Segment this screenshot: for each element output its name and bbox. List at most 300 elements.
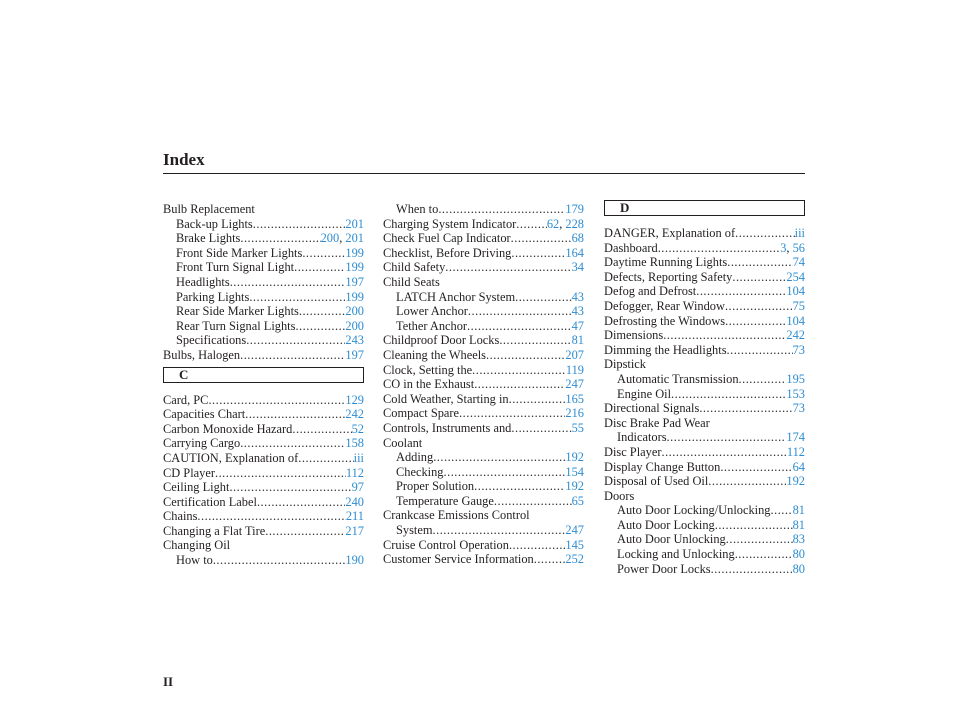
page-link[interactable]: 200 [345, 304, 364, 319]
page-link[interactable]: 217 [345, 523, 364, 538]
page-link[interactable]: 243 [345, 333, 364, 348]
index-entry [163, 524, 364, 539]
page-link[interactable]: 179 [565, 202, 584, 216]
index-entry [604, 547, 805, 562]
index-entry [604, 328, 805, 343]
dot-leader [720, 460, 792, 475]
page-link[interactable]: 34 [571, 260, 584, 275]
index-entry [163, 393, 364, 408]
page-title: Index [163, 150, 205, 169]
dot-leader [725, 299, 793, 314]
entry-term: Auto Door Locking [617, 517, 715, 532]
dot-leader [732, 270, 786, 285]
page-refs [786, 430, 805, 445]
page-refs [566, 363, 584, 378]
dot-leader [294, 260, 345, 275]
index-entry [163, 231, 364, 246]
dot-leader [240, 436, 345, 451]
index-entry [383, 523, 584, 538]
entry-term: Back-up Lights [176, 216, 253, 231]
index-entry [604, 430, 805, 445]
page-link[interactable]: iii [794, 226, 805, 240]
index-entry [604, 562, 805, 577]
dot-leader [715, 518, 793, 533]
index-entry [383, 348, 584, 363]
page-refs [345, 348, 364, 363]
dot-leader [249, 290, 345, 305]
entry-term: Specifications [176, 333, 247, 348]
index-entry [604, 401, 805, 416]
entry-term: Daytime Running Lights [604, 255, 728, 270]
page-link[interactable]: 252 [565, 552, 584, 567]
page-refs [793, 401, 805, 416]
page-link[interactable]: 81 [792, 517, 805, 532]
page-link[interactable]: 56 [792, 240, 805, 255]
index-entry [383, 333, 584, 348]
index-column-2 [383, 202, 584, 567]
page-refs [786, 387, 805, 402]
page-refs [565, 479, 584, 494]
entry-term: Power Door Locks [617, 561, 711, 576]
entry-term: Front Turn Signal Light [176, 260, 295, 275]
page-refs [565, 246, 584, 261]
page-refs [572, 290, 584, 305]
page-refs [345, 407, 364, 422]
page-link[interactable]: 73 [792, 342, 805, 357]
page-link[interactable]: 80 [792, 561, 805, 576]
page-link[interactable]: 192 [786, 474, 805, 489]
index-entry [604, 299, 805, 314]
dot-leader [474, 479, 565, 494]
dot-leader [671, 387, 786, 402]
index-entry [163, 304, 364, 319]
page-link[interactable]: 43 [571, 289, 584, 304]
index-entry [604, 241, 805, 256]
entry-term: Bulbs, Halogen [163, 347, 241, 362]
page-refs [786, 270, 805, 285]
entry-term: Certification Label [163, 494, 257, 509]
entry-term: Defog and Defrost [604, 284, 697, 299]
page-link[interactable]: 165 [565, 391, 584, 406]
index-entry [383, 260, 584, 275]
entry-term: Chains [163, 509, 198, 524]
page-link[interactable]: 55 [571, 420, 584, 435]
dot-leader [486, 348, 565, 363]
index-entry [604, 372, 805, 387]
index-entry [383, 363, 584, 378]
page-refs: 3, 56 [780, 240, 805, 255]
page-link[interactable]: 47 [571, 318, 584, 333]
entry-term: Rear Turn Signal Lights [176, 318, 296, 333]
page-refs [345, 524, 364, 539]
dot-leader [699, 401, 792, 416]
page-link[interactable]: 190 [345, 553, 364, 568]
page-link[interactable]: 211 [345, 509, 364, 524]
page-refs [572, 260, 584, 275]
page-refs [345, 290, 364, 305]
page-refs [572, 231, 584, 246]
page-link[interactable]: 200 [320, 231, 340, 246]
entry-term: DANGER, Explanation of [604, 226, 736, 240]
dot-leader [459, 406, 565, 421]
index-heading: Child Seats [383, 274, 440, 289]
entry-term: Lower Anchor [396, 304, 468, 319]
page-link[interactable]: 207 [565, 347, 584, 362]
entry-term: Engine Oil [617, 386, 672, 401]
dot-leader [534, 552, 566, 567]
page-refs [793, 343, 805, 358]
page-link[interactable]: 64 [792, 459, 805, 474]
page-refs [787, 445, 805, 460]
entry-term: Auto Door Locking/Unlocking [617, 503, 771, 518]
page-refs [786, 474, 805, 489]
dot-leader [229, 480, 351, 495]
index-entry [163, 275, 364, 290]
dot-leader [295, 319, 345, 334]
entry-term: Disc Player [604, 444, 662, 459]
page-link[interactable]: iii [353, 450, 364, 465]
entry-term: Card, PC [163, 392, 209, 407]
dot-leader [511, 231, 572, 246]
page-refs [572, 421, 584, 436]
index-entry [604, 255, 805, 270]
entry-term: Clock, Setting the [383, 362, 473, 377]
page-link[interactable]: 129 [345, 392, 364, 407]
index-heading: Changing Oil [163, 538, 231, 553]
page-link[interactable]: 68 [571, 231, 584, 246]
dot-leader [213, 553, 346, 568]
dot-leader [739, 372, 787, 387]
dot-leader [661, 445, 786, 460]
page-link[interactable]: 112 [786, 444, 805, 459]
entry-term: CD Player [163, 465, 215, 480]
dot-leader [240, 231, 320, 246]
index-entry [383, 290, 584, 305]
dot-leader [299, 304, 346, 319]
dot-leader [467, 319, 572, 334]
index-entry [383, 421, 584, 436]
index-entry [383, 538, 584, 553]
page-link[interactable]: 199 [345, 289, 364, 304]
dot-leader [511, 421, 571, 436]
page-link[interactable]: 81 [792, 503, 805, 518]
dot-leader [468, 304, 572, 319]
entry-term: Dimming the Headlights [604, 342, 727, 357]
page-refs [565, 538, 584, 553]
page-link[interactable]: 199 [345, 260, 364, 275]
page-refs: 62, 228 [546, 216, 584, 231]
entry-term: Headlights [176, 274, 230, 289]
index-entry [163, 319, 364, 334]
entry-term: Rear Side Marker Lights [176, 304, 299, 319]
page-link[interactable]: 164 [565, 245, 584, 260]
entry-term: Front Side Marker Lights [176, 245, 303, 260]
dot-leader [444, 465, 566, 480]
page-refs [793, 255, 805, 270]
dot-leader [509, 538, 565, 553]
dot-leader [494, 494, 572, 509]
page-link[interactable]: 112 [345, 465, 364, 480]
dot-leader [727, 343, 793, 358]
dot-leader [474, 377, 565, 392]
dot-leader [726, 532, 793, 547]
index-entry [163, 480, 364, 495]
index-entry [383, 231, 584, 246]
dot-leader [658, 241, 781, 256]
page-refs [345, 553, 364, 568]
page-refs [793, 460, 805, 475]
page-refs [786, 284, 805, 299]
index-entry [604, 460, 805, 475]
page-refs [354, 451, 364, 466]
entry-term: Parking Lights [176, 289, 250, 304]
index-entry [163, 509, 364, 524]
page-link[interactable]: 62 [546, 216, 560, 231]
page-refs [565, 523, 584, 538]
dot-leader [708, 474, 786, 489]
page-link[interactable]: 200 [345, 318, 364, 333]
entry-term: Carbon Monoxide Hazard [163, 421, 293, 436]
entry-term: CAUTION, Explanation of [163, 450, 299, 465]
dot-leader [509, 392, 566, 407]
index-column-1 [163, 202, 364, 568]
page-link[interactable]: 192 [565, 479, 584, 494]
page-link[interactable]: 119 [565, 362, 584, 377]
index-entry [604, 270, 805, 285]
index-column-3 [604, 202, 805, 576]
entry-term: When to [396, 202, 439, 216]
page-link[interactable]: 3 [780, 240, 787, 255]
page-refs [786, 314, 805, 329]
entry-term: Tether Anchor [396, 318, 468, 333]
page-link[interactable]: 145 [565, 537, 584, 552]
dot-leader [735, 547, 793, 562]
page-refs [345, 393, 364, 408]
page-refs [793, 532, 805, 547]
entry-term: Defrosting the Windows [604, 313, 726, 328]
page-refs [795, 226, 805, 241]
page-link[interactable]: 74 [792, 255, 805, 270]
dot-leader [438, 202, 565, 217]
dot-leader [257, 495, 345, 510]
page-refs [793, 562, 805, 577]
page-link[interactable]: 81 [571, 333, 584, 348]
dot-leader [711, 562, 793, 577]
page-link[interactable]: 247 [565, 377, 584, 392]
page-refs [345, 275, 364, 290]
entry-term: Charging System Indicator [383, 216, 517, 231]
page-refs [352, 480, 364, 495]
page-link[interactable]: 80 [792, 547, 805, 562]
page-link[interactable]: 242 [345, 407, 364, 422]
entry-term: System [396, 523, 433, 538]
page-refs [793, 547, 805, 562]
page-link[interactable]: 154 [565, 464, 584, 479]
page-link[interactable]: 83 [792, 532, 805, 547]
index-entry [163, 260, 364, 275]
page-refs [352, 422, 364, 437]
dot-leader [208, 393, 345, 408]
page-link[interactable]: 195 [786, 371, 805, 386]
index-entry [383, 552, 584, 567]
index-heading: Bulb Replacement [163, 202, 255, 216]
entry-term: Disposal of Used Oil [604, 474, 709, 489]
index-entry [604, 343, 805, 358]
dot-leader [771, 503, 793, 518]
index-entry [604, 387, 805, 402]
page-link[interactable]: 199 [345, 245, 364, 260]
index-entry [163, 451, 364, 466]
dot-leader [230, 275, 346, 290]
entry-term: Display Change Button [604, 459, 721, 474]
entry-term: Cold Weather, Starting in [383, 391, 509, 406]
dot-leader [302, 246, 345, 261]
page-link[interactable]: 201 [345, 231, 364, 246]
dot-leader [265, 524, 345, 539]
index-entry [163, 466, 364, 481]
page-link[interactable]: 97 [351, 480, 364, 495]
page-link[interactable]: 158 [345, 436, 364, 451]
dot-leader [298, 451, 353, 466]
index-entry [604, 518, 805, 533]
page-refs [572, 494, 584, 509]
page-refs [345, 217, 364, 232]
entry-term: Directional Signals [604, 401, 700, 416]
page-refs [565, 392, 584, 407]
entry-term: Customer Service Information [383, 552, 534, 567]
page-link[interactable]: 192 [565, 450, 584, 465]
page-refs [572, 333, 584, 348]
page-number: II [163, 674, 174, 689]
index-heading: Doors [604, 488, 635, 503]
title-rule [163, 173, 805, 174]
index-heading: Dipstick [604, 357, 646, 372]
entry-term: CO in the Exhaust [383, 377, 475, 392]
entry-term: Capacities Chart [163, 407, 246, 422]
entry-term: Checking [396, 464, 444, 479]
dot-leader [433, 450, 565, 465]
index-entry [383, 304, 584, 319]
page-link[interactable]: 104 [786, 284, 805, 299]
index-entry [163, 290, 364, 305]
entry-term: Automatic Transmission [617, 371, 739, 386]
entry-term: Defects, Reporting Safety [604, 269, 733, 284]
index-entry [604, 503, 805, 518]
dot-leader [292, 422, 351, 437]
entry-term: Brake Lights [176, 231, 241, 246]
dot-leader [727, 255, 792, 270]
page-link[interactable]: 43 [571, 304, 584, 319]
dot-leader [667, 430, 787, 445]
entry-term: Checklist, Before Driving [383, 245, 512, 260]
index-entry [383, 202, 584, 217]
index-entry [604, 226, 805, 241]
index-entry [383, 392, 584, 407]
index-entry [163, 246, 364, 261]
dot-leader [516, 217, 547, 232]
page-refs [346, 466, 364, 481]
page-link[interactable]: 65 [571, 493, 584, 508]
page-refs [345, 333, 364, 348]
page-refs [565, 202, 584, 217]
page-link[interactable]: 73 [792, 401, 805, 416]
page-refs [565, 348, 584, 363]
page-link[interactable]: 201 [345, 216, 364, 231]
entry-term: Dashboard [604, 240, 658, 255]
dot-leader [433, 523, 566, 538]
entry-term: Cleaning the Wheels [383, 347, 486, 362]
page-refs [786, 328, 805, 343]
page-refs [345, 495, 364, 510]
page-link[interactable]: 247 [565, 523, 584, 538]
entry-term: Cruise Control Operation [383, 537, 509, 552]
page-link[interactable]: 197 [345, 274, 364, 289]
dot-leader [240, 348, 345, 363]
page-refs [565, 465, 584, 480]
index-heading: Crankcase Emissions Control [383, 508, 530, 523]
index-entry [604, 532, 805, 547]
page-refs: 200, 201 [320, 231, 364, 246]
page-link[interactable]: 242 [786, 328, 805, 343]
page-link[interactable]: 153 [786, 386, 805, 401]
dot-leader [725, 314, 786, 329]
dot-leader [246, 333, 345, 348]
page-link[interactable]: 240 [345, 494, 364, 509]
index-entry [163, 436, 364, 451]
index-entry [383, 246, 584, 261]
entry-term: Locking and Unlocking [617, 547, 735, 562]
index-entry [163, 422, 364, 437]
index-entry [604, 314, 805, 329]
page-refs [345, 319, 364, 334]
index-entry [383, 479, 584, 494]
index-entry [604, 445, 805, 460]
entry-term: Auto Door Unlocking [617, 532, 726, 547]
dot-leader [215, 466, 346, 481]
entry-term: Defogger, Rear Window [604, 298, 725, 313]
entry-term: Child Safety [383, 260, 446, 275]
entry-term: Carrying Cargo [163, 436, 241, 451]
index-entry [383, 406, 584, 421]
page-link[interactable]: 216 [565, 406, 584, 421]
page-refs [565, 406, 584, 421]
page-link[interactable]: 75 [792, 298, 805, 313]
page-link[interactable]: 254 [786, 269, 805, 284]
index-entry [383, 319, 584, 334]
index-entry [604, 474, 805, 489]
index-entry [163, 348, 364, 363]
index-entry [604, 284, 805, 299]
page-link[interactable]: 52 [351, 421, 364, 436]
entry-term: Proper Solution [396, 479, 475, 494]
entry-term: Check Fuel Cap Indicator [383, 231, 511, 246]
dot-leader [245, 407, 345, 422]
entry-term: Controls, Instruments and [383, 420, 512, 435]
index-entry [163, 407, 364, 422]
page-link[interactable]: 174 [786, 430, 805, 445]
page-link[interactable]: 228 [565, 216, 584, 231]
page-refs [565, 377, 584, 392]
entry-term: Childproof Door Locks [383, 333, 500, 348]
page-refs [565, 552, 584, 567]
dot-leader [511, 246, 565, 261]
entry-term: Indicators [617, 430, 667, 445]
page-link[interactable]: 104 [786, 313, 805, 328]
entry-term: Temperature Gauge [396, 493, 494, 508]
index-entry [163, 495, 364, 510]
page-link[interactable]: 197 [345, 347, 364, 362]
page-refs [346, 509, 364, 524]
